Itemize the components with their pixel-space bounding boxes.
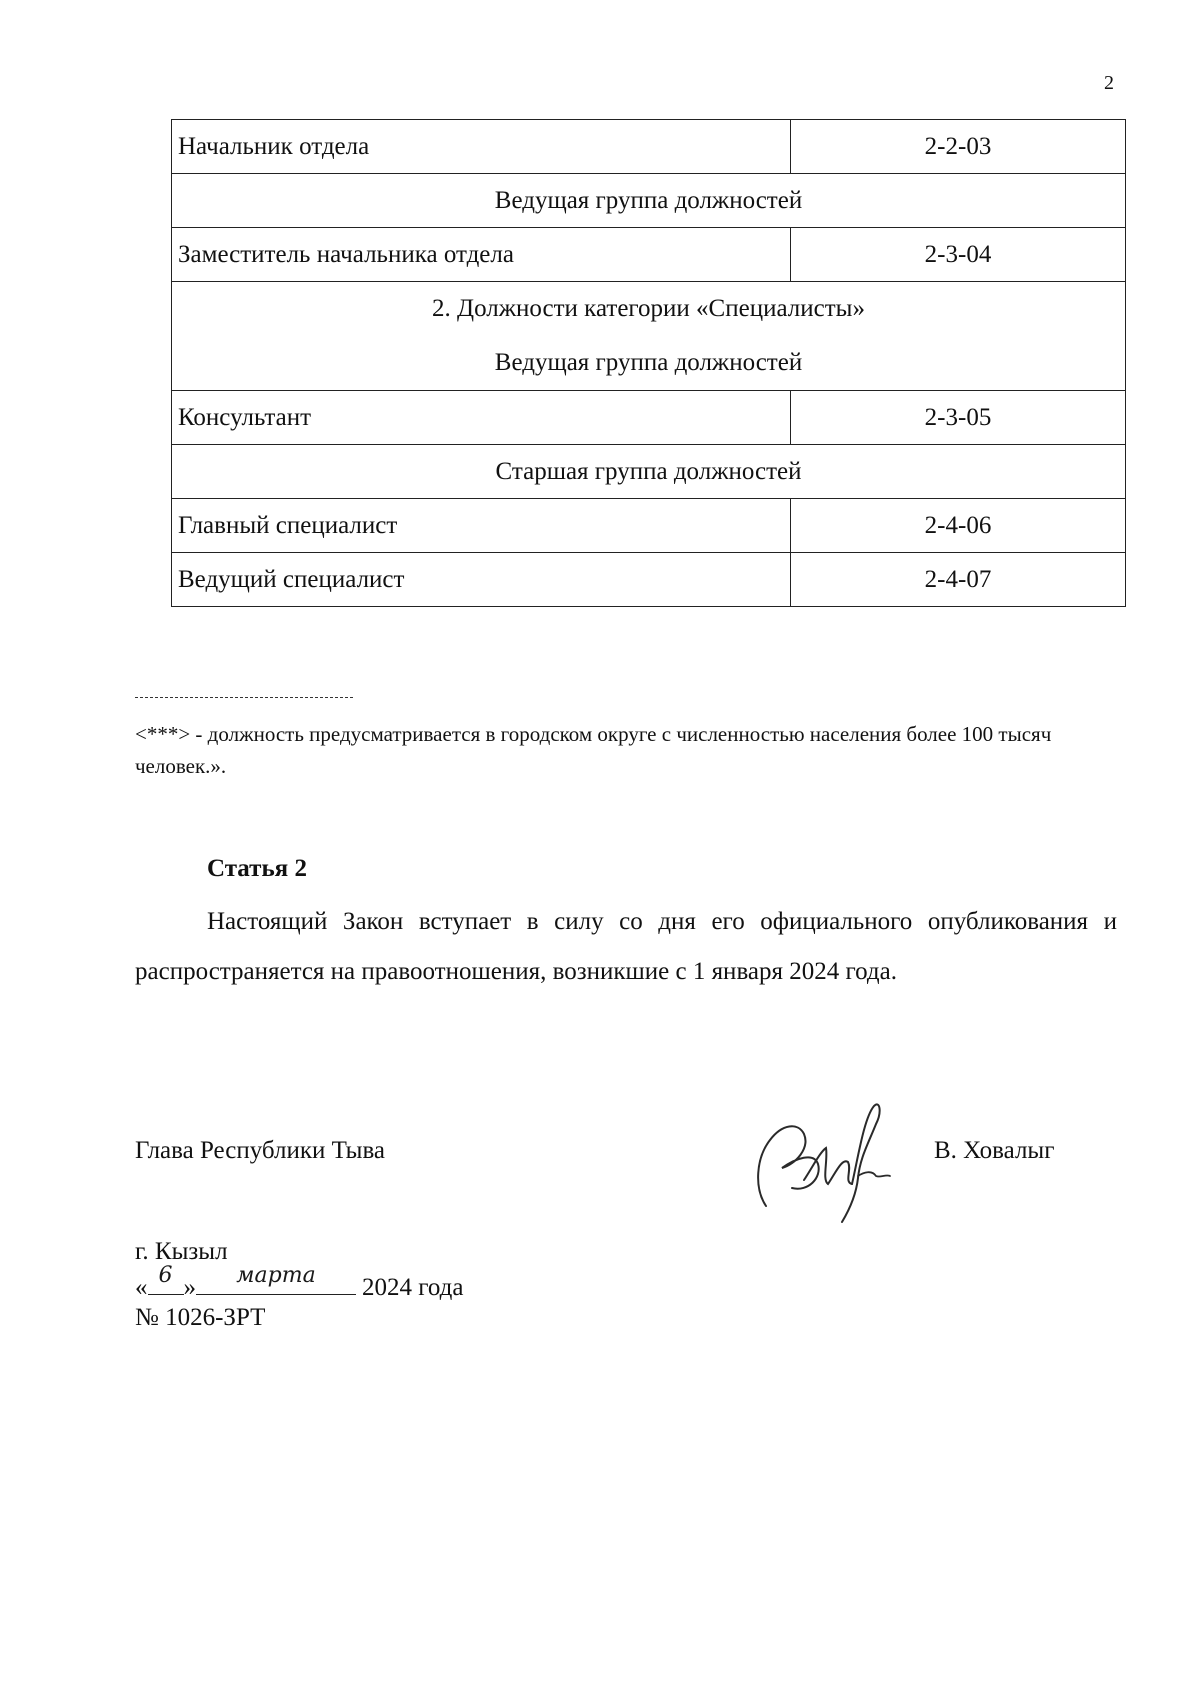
position-code: 2-4-07	[791, 553, 1126, 607]
signer-title: Глава Республики Тыва	[135, 1137, 386, 1164]
position-name: Консультант	[172, 391, 791, 445]
table-row	[172, 282, 1126, 391]
table-row	[172, 391, 1126, 445]
table-row	[172, 174, 1126, 228]
date-close-quote: »	[183, 1274, 196, 1301]
date-year: 2024 года	[362, 1274, 464, 1301]
position-name: Начальник отдела	[172, 120, 791, 174]
page-number: 2	[1104, 72, 1114, 94]
position-name: Ведущий специалист	[172, 553, 791, 607]
date-open-quote: «	[135, 1274, 148, 1301]
table-row	[172, 445, 1126, 499]
signer-name: В. Ховалыг	[934, 1137, 1055, 1164]
date-month-blank	[196, 1263, 356, 1295]
group-heading: Ведущая группа должностей	[172, 174, 1126, 228]
signing-date	[135, 1263, 464, 1304]
table-row	[172, 120, 1126, 174]
position-code: 2-4-06	[791, 499, 1126, 553]
group-heading: Ведущая группа должностей	[494, 349, 803, 376]
article-title: Статья 2	[207, 855, 307, 882]
position-name: Заместитель начальника отдела	[172, 228, 791, 282]
footnote: <***> - должность предусматривается в городском округе с численностью населения более 100 тысяч человек.».	[135, 722, 1052, 778]
group-heading: Старшая группа должностей	[172, 445, 1126, 499]
document-number: № 1026-ЗРТ	[135, 1304, 266, 1331]
place-of-signing: г. Кызыл	[135, 1238, 228, 1265]
category-heading: 2. Должности категории «Специалисты»	[432, 295, 865, 322]
table-row	[172, 499, 1126, 553]
date-month-handwritten: марта	[236, 1263, 316, 1288]
section-heading-cell	[172, 282, 1126, 391]
position-code: 2-2-03	[791, 120, 1126, 174]
position-code: 2-3-04	[791, 228, 1126, 282]
table-row	[172, 228, 1126, 282]
footnote-divider	[135, 697, 353, 698]
handwritten-signature	[748, 1088, 898, 1228]
article-body: Настоящий Закон вступает в силу со дня его официального опубликования и распространяется на правоотношения, возникшие с 1 января 2024 года.	[135, 908, 1117, 985]
position-code: 2-3-05	[791, 391, 1126, 445]
table-row	[172, 553, 1126, 607]
date-day-handwritten: 6	[158, 1263, 173, 1288]
position-name: Главный специалист	[172, 499, 791, 553]
date-day-blank	[148, 1263, 184, 1295]
positions-table	[171, 119, 1126, 607]
